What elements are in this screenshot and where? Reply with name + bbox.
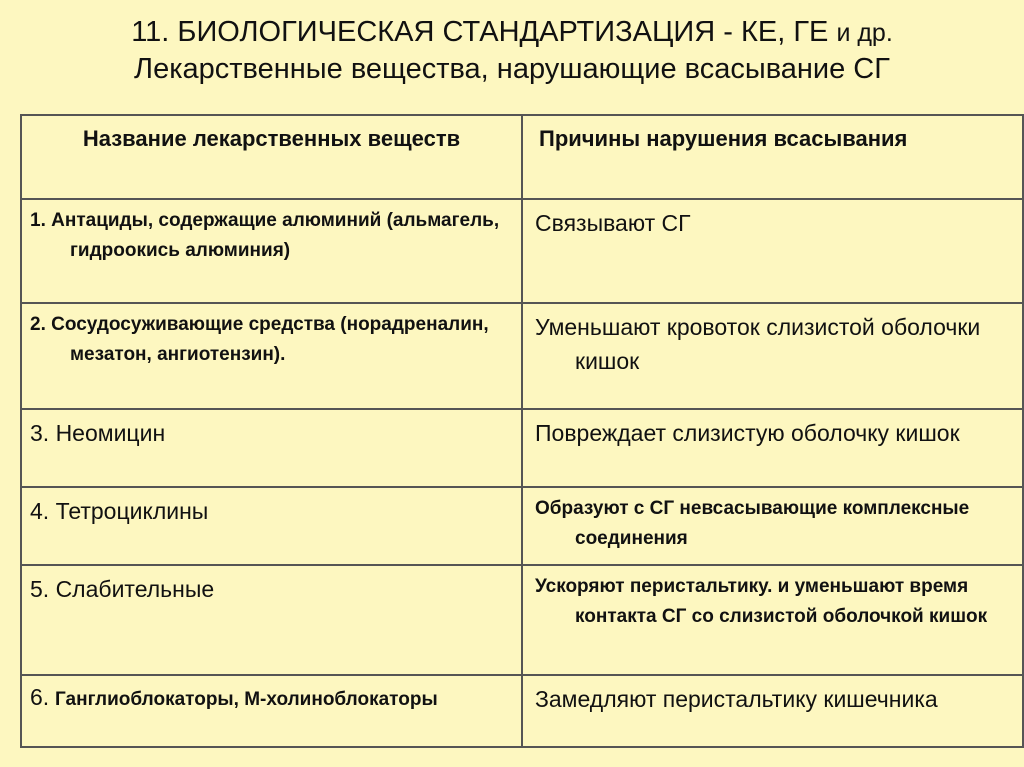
drug-name: Ганглиоблокаторы, М-холиноблокаторы — [55, 689, 438, 710]
slide-title — [0, 14, 1024, 87]
title-main-text: 11. БИОЛОГИЧЕСКАЯ СТАНДАРТИЗАЦИЯ - КЕ, ГЕ — [131, 16, 829, 48]
drugs-table — [20, 114, 1024, 748]
header-reason-text: Причины нарушения всасывания — [539, 126, 908, 151]
drug-text: 1. Антациды, содержащие алюминий (альмагель, гидроокись алюминия) — [30, 210, 500, 261]
drug-cell — [21, 303, 522, 409]
reason-text: Повреждает слизистую оболочку кишок — [535, 420, 960, 446]
table-row — [21, 303, 1023, 409]
table-row — [21, 675, 1023, 747]
reason-text: Образуют с СГ невсасывающие комплексные соединения — [535, 498, 970, 549]
drug-cell — [21, 409, 522, 487]
table-header-row — [21, 115, 1023, 199]
title-small-text: и др. — [836, 19, 893, 47]
drug-cell — [21, 199, 522, 303]
reason-text: Уменьшают кровоток слизистой оболочки кишок — [535, 314, 981, 374]
table-row — [21, 565, 1023, 675]
reason-text: Связывают СГ — [535, 210, 691, 236]
drug-cell — [21, 675, 522, 747]
table-row — [21, 199, 1023, 303]
title-line2: Лекарственные вещества, нарушающие всасывание СГ — [134, 53, 890, 85]
drug-number: 6. — [30, 684, 50, 710]
table-row — [21, 409, 1023, 487]
reason-cell — [522, 565, 1023, 675]
reason-cell — [522, 199, 1023, 303]
reason-text: Замедляют перистальтику кишечника — [535, 686, 938, 712]
drug-text: 5. Слабительные — [30, 576, 215, 602]
drug-cell — [21, 565, 522, 675]
reason-cell — [522, 487, 1023, 565]
header-drug-name-text: Название лекарственных веществ — [82, 126, 461, 151]
title-line1 — [131, 16, 893, 48]
drug-text — [30, 682, 513, 715]
table-row — [21, 487, 1023, 565]
drug-text: 3. Неомицин — [30, 420, 166, 446]
reason-cell — [522, 303, 1023, 409]
drug-text: 4. Тетроциклины — [30, 498, 209, 524]
header-reason — [522, 115, 1023, 199]
drug-text: 2. Сосудосуживающие средства (норадреналин, мезатон, ангиотензин). — [30, 314, 489, 365]
header-drug-name — [21, 115, 522, 199]
reason-cell — [522, 409, 1023, 487]
reason-cell — [522, 675, 1023, 747]
reason-text: Ускоряют перистальтику. и уменьшают время контакта СГ со слизистой оболочкой кишок — [535, 576, 988, 627]
drug-cell — [21, 487, 522, 565]
